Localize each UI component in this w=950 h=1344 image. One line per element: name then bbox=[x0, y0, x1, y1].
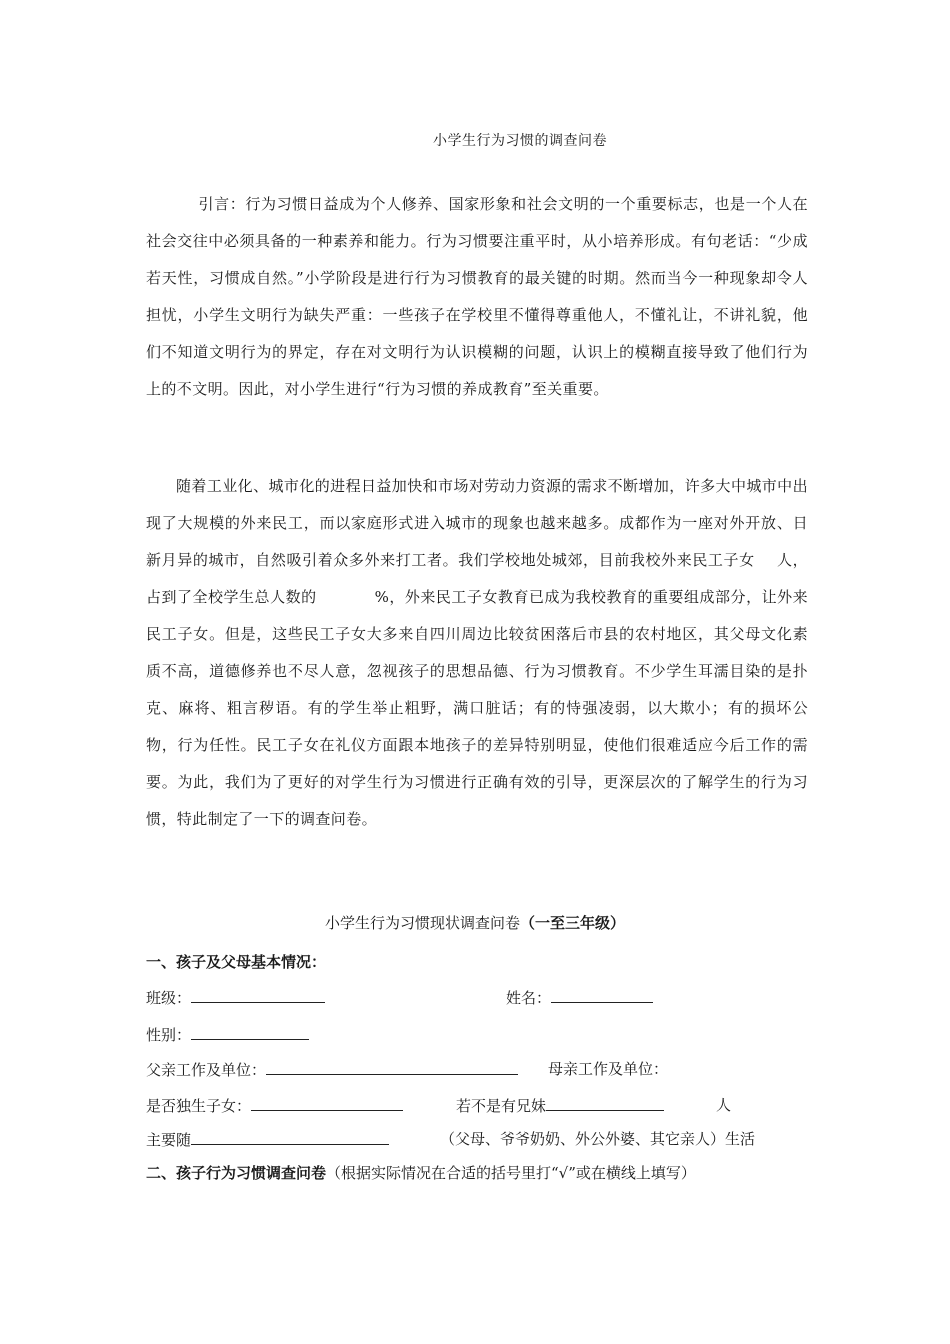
gender-label: 性别： bbox=[146, 1026, 192, 1044]
intro-paragraph-2-part-b: 人，占到了全校学生总人数的 bbox=[146, 551, 808, 606]
survey-grade-range: （一至三年级） bbox=[520, 914, 626, 932]
name-field bbox=[506, 986, 653, 1008]
mother-field bbox=[548, 1058, 668, 1079]
class-input-line[interactable] bbox=[191, 986, 325, 1003]
siblings-unit: 人 bbox=[716, 1096, 732, 1114]
intro-paragraph-1: 引言：行为习惯日益成为个人修养、国家形象和社会文明的一个重要标志，也是一个人在社会交往中必须具备的一种素养和能力。行为习惯要注重平时，从小培养形成。有句老话：“少成若天性，习惯成自然。”小学阶段是进行行为习惯教育的最关键的时期。然而当今一种现象却令人担忧，小学生文明行为缺失严重：一些孩子在学校里不懂得尊重他人，不懂礼让，不讲礼貌，他们不知道文明行为的界定，存在对文明行为认识模糊的问题，认识上的模糊直接导致了他们行为上的不文明。因此，对小学生进行“行为习惯的养成教育”至关重要。 bbox=[146, 195, 808, 398]
father-label: 父亲工作及单位： bbox=[146, 1061, 267, 1079]
live-with-label: 主要随 bbox=[146, 1131, 192, 1149]
survey-title bbox=[0, 912, 950, 933]
intro-paragraph-2-part-a: 随着工业化、城市化的进程日益加快和市场对劳动力资源的需求不断增加，许多大中城市中出现了大规模的外来民工，而以家庭形式进入城市的现象也越来越多。成都作为一座对外开放、日新月异的城市，自然吸引着众多外来打工者。我们学校地处城郊，目前我校外来民工子女 bbox=[146, 477, 808, 569]
siblings-input-line[interactable] bbox=[546, 1094, 664, 1111]
survey-title-text: 小学生行为习惯现状调查问卷 bbox=[324, 914, 520, 932]
only-child-label: 是否独生子女： bbox=[146, 1097, 252, 1115]
gender-input-line[interactable] bbox=[191, 1023, 309, 1040]
only-child-field bbox=[146, 1094, 403, 1116]
father-field bbox=[146, 1058, 518, 1080]
gender-field bbox=[146, 1023, 309, 1045]
live-with-field bbox=[146, 1128, 389, 1150]
section-1-heading: 一、孩子及父母基本情况： bbox=[146, 953, 327, 971]
name-label: 姓名： bbox=[506, 989, 552, 1007]
intro-paragraph-2-part-c: %，外来民工子女教育已成为我校教育的重要组成部分，让外来民工子女。但是，这些民工子女大多来自四川周边比较贫困落后市县的农村地区，其父母文化素质不高，道德修养也不尽人意，忽视孩子的思想品德、行为习惯教育。不少学生耳濡目染的是扑克、麻将、粗言秽语。有的学生举止粗野，满口脏话；有的恃强凌弱，以大欺小；有的损坏公物，行为任性。民工子女在礼仪方面跟本地孩子的差异特别明显，使他们很难适应今后工作的需要。为此，我们为了更好的对学生行为习惯进行正确有效的引导，更深层次的了解学生的行为习惯，特此制定了一下的调查问卷。 bbox=[146, 588, 808, 828]
class-label: 班级： bbox=[146, 989, 192, 1007]
only-child-input-line[interactable] bbox=[251, 1094, 403, 1111]
live-with-options: （父母、爷爷奶奶、外公外婆、其它亲人）生活 bbox=[440, 1130, 756, 1148]
name-input-line[interactable] bbox=[551, 986, 653, 1003]
live-with-input-line[interactable] bbox=[191, 1128, 389, 1145]
siblings-label: 若不是有兄妹 bbox=[456, 1097, 547, 1115]
father-input-line[interactable] bbox=[266, 1058, 518, 1075]
class-field bbox=[146, 986, 325, 1008]
intro-paragraph-2 bbox=[146, 468, 808, 838]
page-title: 小学生行为习惯的调查问卷 bbox=[433, 133, 607, 149]
mother-label: 母亲工作及单位： bbox=[548, 1060, 669, 1078]
siblings-field bbox=[456, 1094, 664, 1116]
section-2-note: （根据实际情况在合适的括号里打“√”或在横线上填写） bbox=[326, 1164, 696, 1182]
section-2-title: 二、孩子行为习惯调查问卷 bbox=[146, 1164, 327, 1182]
section-2-heading bbox=[146, 1162, 696, 1183]
